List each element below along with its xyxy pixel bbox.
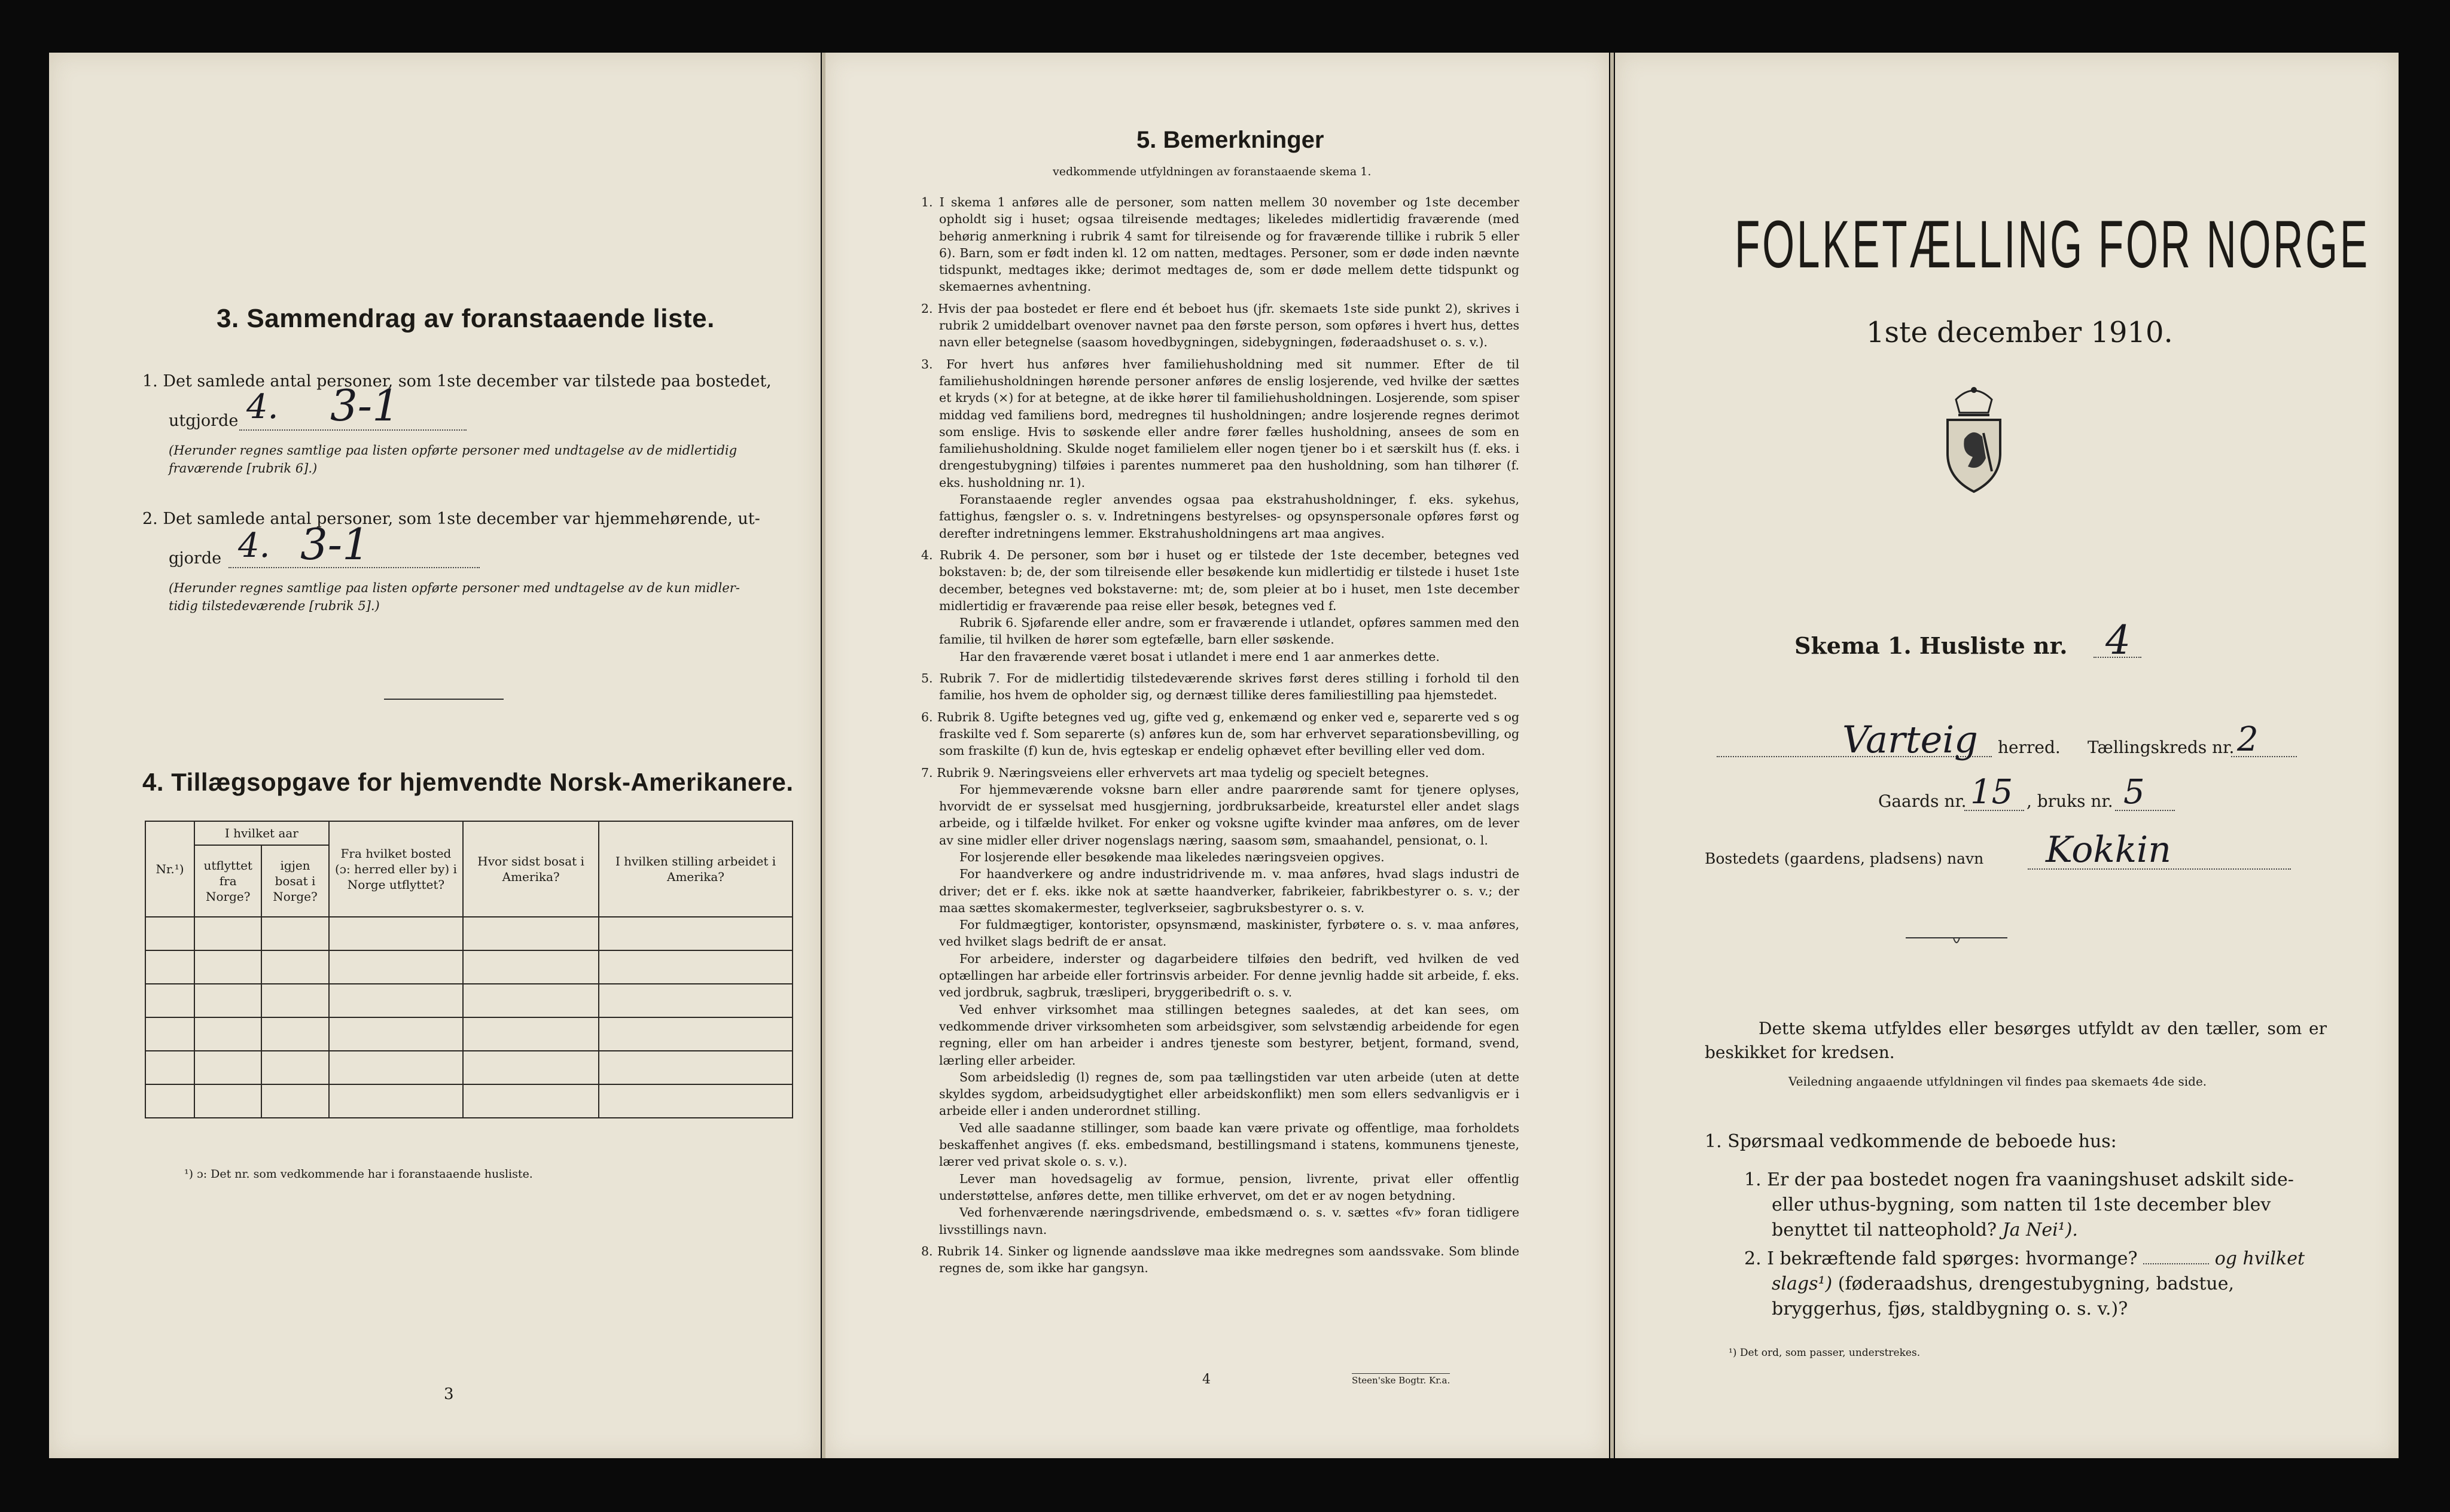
page-middle: [825, 53, 1609, 1458]
bruks-hand: 5: [2123, 773, 2145, 812]
remarks-title: 5. Bemerkninger: [1136, 127, 1324, 153]
remark-item: 7. Rubrik 9. Næringsveiens eller erhvervets art maa tydelig og specielt betegnes.: [921, 765, 1429, 780]
remarks-subtitle: vedkommende utfyldningen av foranstaaende skema 1.: [1053, 165, 1372, 178]
remark-item: For losjerende eller besøkende maa likeledes næringsveien opgives.: [959, 849, 1385, 864]
bosted-hand: Kokkin: [2046, 829, 2171, 871]
remark-item: For arbeidere, inderster og dagarbeidere tilføies den bedrift, ved hvilken de ved optællingen har arbeide eller fortrinsvis arbeider. For denne jevnlig hadde sit arbeide, f. eks. ved jordbruk, sagbruk, træsliperi, bryggeribedrift o. s. v.: [939, 951, 1519, 1000]
norsk-amerikanere-table: [145, 821, 793, 1118]
page-left: [49, 53, 821, 1458]
gaards-hand: 15: [1970, 773, 2013, 812]
gaards-label: Gaards nr.: [1878, 791, 1967, 811]
remark-item: Rubrik 6. Sjøfarende eller andre, som er fraværende i utlandet, opføres sammen med den familie, til hvilken de hører som egtefælle, barn eller søskende.: [939, 615, 1519, 647]
page-number: 4: [1202, 1372, 1211, 1387]
remark-item: 2. Hvis der paa bostedet er flere end ét beboet hus (jfr. skemaets 1ste side punkt 2), skrives i rubrik 2 umiddelbart ovenover navnet paa den første person, som opføres i hvert hus, dettes navn eller betegnelse (saasom hovedbygningen, sidebygningen, føderaadshuset o. s. v.).: [921, 301, 1519, 350]
summary-item-2-note: (Herunder regnes samtlige paa listen opførte personer med undtagelse av de kun midler- tidig tilstedeværende [rubrik 5].): [169, 581, 740, 613]
summary-item-2-hand-count: 4.: [238, 526, 270, 565]
instruction-text: Dette skema utfyldes eller besørges utfyldt av den tæller, som er beskikket for kredsen.: [1705, 1019, 2327, 1062]
herred-label: herred.: [1998, 737, 2061, 757]
col-header-nr: Nr.¹): [145, 821, 194, 917]
remark-item: Foranstaaende regler anvendes ogsaa paa ekstrahusholdninger, f. eks. sykehus, fattighus, fængsler o. s. v. Indretningens bestyrelses- og opsynspersonale opføres først og derefter indretningens lemmer. Ekstrahusholdningens art maa angives.: [939, 492, 1519, 541]
section-3-title: 3. Sammendrag av foranstaaende liste.: [217, 304, 715, 333]
table-row: [145, 950, 793, 984]
veiledning-text: Veiledning angaaende utfyldningen vil findes paa skemaets 4de side.: [1788, 1074, 2207, 1089]
table-row: [145, 1017, 793, 1051]
remark-item: For fuldmægtiger, kontorister, opsynsmænd, maskinister, fyrbøtere o. s. v. maa anføres, ved hvilket slags bedrift de er ansat.: [939, 917, 1519, 949]
remark-item: 3. For hvert hus anføres hver familiehusholdning med sit nummer. Efter de til familiehusholdningen hørende personer anføres de enslig losjerende, ved hvilke der sættes et kryds (×) for at betegne, at de ikke hører til familiehusholdningen. Losjerende, som spiser middag ved familiens bord, medregnes til husholdningen; andre losjerende regnes derimot som enslige. Hvis to søskende eller andre fører fælles husholdning, ansees de som en familiehusholdning. Skulde noget familielem eller nogen tjener bo i et særskilt hus (f. eks. i drengestubygning) tilføies i parentes nummeret paa den husholdning, som han tilhører (f. eks. husholdning nr. 1).: [921, 356, 1519, 490]
col-header-amerika-bosat: Hvor sidst bosat i Amerika?: [463, 821, 599, 917]
printer-mark: Steen'ske Bogtr. Kr.a.: [1352, 1373, 1450, 1386]
table-row: [145, 1051, 793, 1084]
bruks-label: , bruks nr.: [2027, 791, 2113, 811]
census-title: FOLKETÆLLING FOR NORGE: [1735, 207, 2370, 282]
question-2: 2. I bekræftende fald spørges: hvormange? og hvilket slags¹) (føderaadshus, drengestubygning, badstue, bryggerhus, fjøs, staldbygning o. s. v.)?: [1744, 1248, 2305, 1319]
col-header-bosted: Fra hvilket bosted (ɔ: herred eller by) i Norge utflyttet?: [329, 821, 464, 917]
summary-item-1-label: utgjorde: [169, 411, 239, 430]
remark-item: 5. Rubrik 7. For de midlertidig tilstedeværende skrives først deres stilling i forhold til den familie, hos hvem de opholder sig, og dernæst tillike deres familiestilling paa hjemstedet.: [921, 671, 1519, 703]
remark-item: 6. Rubrik 8. Ugifte betegnes ved ug, gifte ved g, enkemænd og enker ved e, separerte ved s og fraskilte ved f. Som separerte (s) anføres kun de, som har erhvervet separationsbevilling, og som fraskilte (f) kun de, hvis egteskap er endelig ophævet efter bevilling eller ved dom.: [921, 709, 1519, 758]
col-header-stilling: I hvilken stilling arbeidet i Amerika?: [599, 821, 793, 917]
remark-item: 4. Rubrik 4. De personer, som bør i huset og er tilstede der 1ste december, betegnes ved bokstaven: b; de, der som tilreisende eller besøkende kun midlertidig er tilstede i huset 1ste december, betegnes ved bokstaverne: mt; de, som pleier at bo i huset, men 1ste december midlertidig er fraværende paa reise eller besøk, betegnes ved f.: [921, 547, 1519, 613]
remark-item: Ved forhenværende næringsdrivende, embedsmænd o. s. v. sættes «fv» foran tidligere livsstillings navn.: [939, 1205, 1519, 1237]
table-row: [145, 1084, 793, 1118]
remark-item: Lever man hovedsagelig av formue, pension, livrente, privat eller offentlig understøttelse, anføres dette, men tillike erhvervet, om det er av nogen betydning.: [939, 1171, 1519, 1203]
table-row: [145, 917, 793, 950]
kreds-hand: 2: [2237, 720, 2259, 759]
ornament-divider-icon: [1906, 932, 2007, 950]
section-4-title: 4. Tillægsopgave for hjemvendte Norsk-Amerikanere.: [142, 768, 794, 796]
summary-item-1: 1. Det samlede antal personer, som 1ste december var tilstede paa bostedet,: [142, 372, 772, 391]
remark-item: Ved enhver virksomhet maa stillingen betegnes saaledes, at det kan sees, om vedkommende driver virksomheten som arbeidsgiver, som selvstændig arbeidende for egen regning, eller om han arbeider i andres tjeneste som bestyrer, betjent, formand, svend, lærling eller arbeider.: [939, 1002, 1519, 1068]
summary-item-1-hand-split: 3-1: [330, 380, 400, 431]
col-header-group: I hvilket aar: [194, 821, 329, 845]
remark-item: 8. Rubrik 14. Sinker og lignende aandssløve maa ikke medregnes som aandssvake. Som blinde regnes de, som ikke har gangsyn.: [921, 1243, 1519, 1276]
col-header-utflyttet: utflyttet fra Norge?: [194, 845, 261, 917]
remark-item: For hjemmeværende voksne barn eller andre paarørende samt for tjenere oplyses, hvorvidt de er sysselsat med husgjerning, jordbruksarbeide, kreaturstel eller andet slags arbeide, og i tilfælde hvilket. For enker og voksne ugifte kvinder maa anføres, om de lever av sine midler eller driver nogenslags næring, saasom søm, smaahandel, pensionat, o. l.: [939, 782, 1519, 848]
summary-item-2-hand-split: 3-1: [300, 519, 370, 569]
census-date: 1ste december 1910.: [1866, 316, 2173, 349]
divider: [384, 699, 504, 700]
remark-item: Har den fraværende været bosat i utlandet i mere end 1 aar anmerkes dette.: [959, 649, 1440, 664]
summary-item-2: 2. Det samlede antal personer, som 1ste december var hjemmehørende, ut-: [142, 510, 760, 528]
kreds-label: Tællingskreds nr.: [2088, 737, 2235, 757]
page-footnote: ¹) Det ord, som passer, understrekes.: [1729, 1347, 1921, 1359]
summary-item-1-note: (Herunder regnes samtlige paa listen opførte personer med undtagelse av de midlertidig fraværende [rubrik 6].): [169, 443, 738, 475]
page-right: [1615, 53, 2399, 1458]
bosted-label: Bostedets (gaardens, pladsens) navn: [1705, 850, 1984, 867]
remarks-list: [921, 194, 1519, 1276]
husliste-hand: 4: [2105, 617, 2131, 663]
summary-item-1-hand-count: 4.: [246, 388, 279, 426]
herred-hand: Varteig: [1842, 718, 1978, 761]
col-header-bosat-norge: igjen bosat i Norge?: [261, 845, 328, 917]
question-1: 1. Er der paa bostedet nogen fra vaaningshuset adskilt side- eller uthus-bygning, som natten til 1ste december blev benyttet til natteophold? Ja Nei¹).: [1744, 1169, 2294, 1240]
table-row: [145, 984, 793, 1017]
table-footnote: ¹) ɔ: Det nr. som vedkommende har i foranstaaende husliste.: [184, 1167, 533, 1181]
question-heading: 1. Spørsmaal vedkommende de beboede hus:: [1705, 1131, 2117, 1152]
question-1-answer: Ja Nei¹).: [2002, 1220, 2078, 1240]
page-number: 3: [444, 1385, 454, 1403]
coat-of-arms-icon: [1938, 382, 2010, 495]
schema-label: Skema 1. Husliste nr.: [1794, 632, 2068, 659]
remark-item: For haandverkere og andre industridrivende m. v. maa anføres, hvad slags industri de driver; det er f. eks. ikke nok at sætte haandverker, fabrikeier, fabrikbestyrer o. s. v.; der maa sættes skomakermester, teglverkseier, sagbruksbestyrer o. s. v.: [939, 867, 1519, 915]
remark-item: Som arbeidsledig (l) regnes de, som paa tællingstiden var uten arbeide (uten at dette skyldes sygdom, arbeidsudygtighet eller arbeidskonflikt) men som ellers sedvanligvis er i arbeide eller i anden underordnet stilling.: [939, 1069, 1519, 1118]
remark-item: Ved alle saadanne stillinger, som baade kan være private og offentlige, maa forholdets beskaffenhet angives (f. eks. embedsmand, bestillingsmand i statens, kommunens tjeneste, lærer ved privat skole o. s. v.).: [939, 1120, 1519, 1169]
page-fold: [1610, 53, 1614, 1458]
summary-item-2-label: gjorde: [169, 549, 222, 568]
remark-item: 1. I skema 1 anføres alle de personer, som natten mellem 30 november og 1ste december opholdt sig i huset; ogsaa tilreisende medtages; likeledes midlertidig fraværende (med behørig anmerkning i rubrik 4 samt for tilreisende og for fraværende tillike i rubrik 5 eller 6). Barn, som er født inden kl. 12 om natten, medtages. Personer, som er døde inden nævnte tidspunkt, medtages ikke; derimot medtages de, som er døde mellem dette tidspunkt og skemaernes avhentning.: [921, 195, 1519, 294]
